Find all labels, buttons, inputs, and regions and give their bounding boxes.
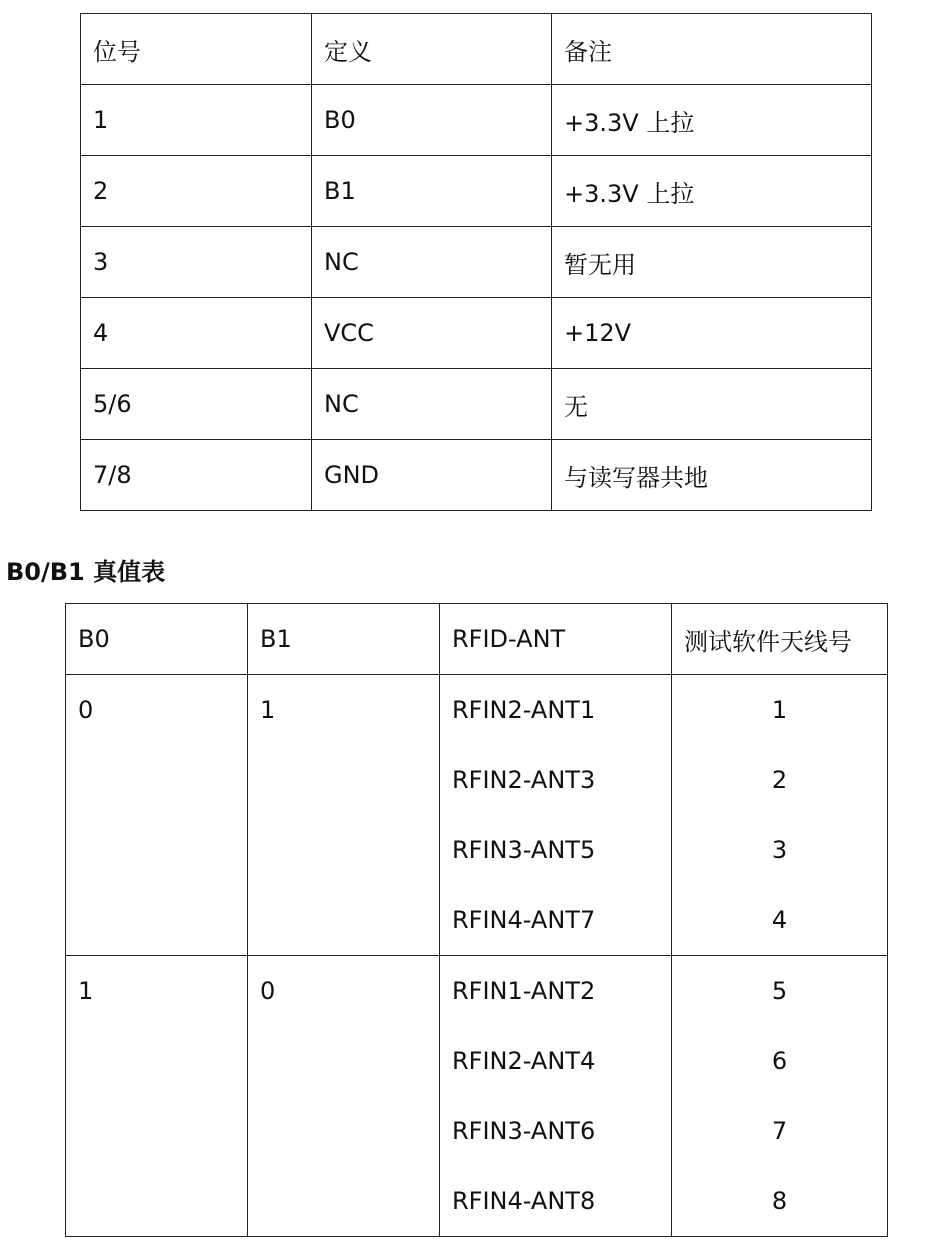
table-cell: NC xyxy=(312,369,552,440)
ant-item: RFIN2-ANT4 xyxy=(452,1047,596,1075)
table-cell: 3 xyxy=(81,227,312,298)
ant-item: RFIN2-ANT3 xyxy=(452,766,596,794)
table-row xyxy=(81,227,872,298)
antenna-number: 3 xyxy=(771,836,788,864)
antenna-number: 6 xyxy=(771,1047,788,1075)
table-header-row xyxy=(66,604,888,675)
cell-value: 0 xyxy=(78,696,94,724)
table-cell-b0 xyxy=(66,956,248,1237)
header-cell-b1: B1 xyxy=(248,604,440,675)
table-row-group xyxy=(66,956,888,1237)
table-cell: B0 xyxy=(312,85,552,156)
ant-item: RFIN2-ANT1 xyxy=(452,696,596,724)
table-cell-num-list xyxy=(672,956,888,1237)
table-cell: 与读写器共地 xyxy=(552,440,872,511)
truth-table-title: B0/B1 真值表 xyxy=(6,558,166,586)
table-row xyxy=(81,156,872,227)
table-row xyxy=(81,85,872,156)
table-cell: VCC xyxy=(312,298,552,369)
table-row xyxy=(81,369,872,440)
antenna-number: 8 xyxy=(771,1187,788,1215)
table-cell: +3.3V 上拉 xyxy=(552,85,872,156)
truth-table xyxy=(65,603,888,1237)
table-row xyxy=(81,440,872,511)
ant-item: RFIN3-ANT6 xyxy=(452,1117,596,1145)
ant-item: RFIN4-ANT8 xyxy=(452,1187,596,1215)
table-cell: 暂无用 xyxy=(552,227,872,298)
table-cell-ant-list xyxy=(440,956,672,1237)
header-cell-b0: B0 xyxy=(66,604,248,675)
header-cell-remark: 备注 xyxy=(552,14,872,85)
table-cell: NC xyxy=(312,227,552,298)
table-row xyxy=(81,298,872,369)
cell-value: 1 xyxy=(260,696,276,724)
table-header-row xyxy=(81,14,872,85)
table-cell: B1 xyxy=(312,156,552,227)
table-cell-b1 xyxy=(248,956,440,1237)
table-cell-num-list xyxy=(672,675,888,956)
table-cell: 7/8 xyxy=(81,440,312,511)
table-cell: 1 xyxy=(81,85,312,156)
table-cell: 5/6 xyxy=(81,369,312,440)
table-cell: 4 xyxy=(81,298,312,369)
antenna-number: 2 xyxy=(771,766,788,794)
table-cell-b0 xyxy=(66,675,248,956)
header-cell-antenna-number: 测试软件天线号 xyxy=(672,604,888,675)
table-cell-b1 xyxy=(248,675,440,956)
pin-definition-table xyxy=(80,13,872,511)
cell-value: 1 xyxy=(78,977,94,1005)
header-cell-pin-number: 位号 xyxy=(81,14,312,85)
ant-item: RFIN1-ANT2 xyxy=(452,977,596,1005)
ant-item: RFIN3-ANT5 xyxy=(452,836,596,864)
table-cell-ant-list xyxy=(440,675,672,956)
table-row-group xyxy=(66,675,888,956)
table-cell: 2 xyxy=(81,156,312,227)
antenna-number: 7 xyxy=(771,1117,788,1145)
table-cell: GND xyxy=(312,440,552,511)
table-cell: +3.3V 上拉 xyxy=(552,156,872,227)
header-cell-rfid-ant: RFID-ANT xyxy=(440,604,672,675)
antenna-number: 1 xyxy=(771,696,788,724)
cell-value: 0 xyxy=(260,977,276,1005)
table-cell: +12V xyxy=(552,298,872,369)
ant-item: RFIN4-ANT7 xyxy=(452,906,596,934)
antenna-number: 4 xyxy=(771,906,788,934)
table-cell: 无 xyxy=(552,369,872,440)
header-cell-definition: 定义 xyxy=(312,14,552,85)
antenna-number: 5 xyxy=(771,977,788,1005)
